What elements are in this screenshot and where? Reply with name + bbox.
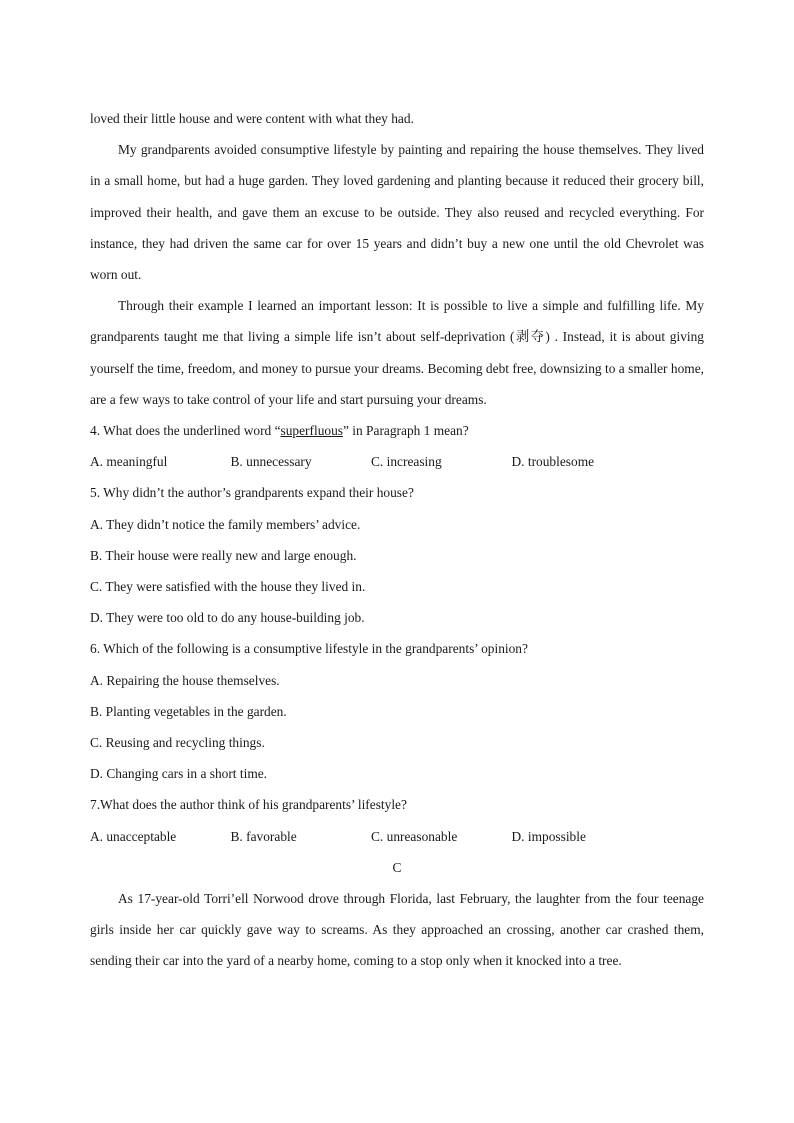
question-6-option-c: C. Reusing and recycling things. bbox=[90, 735, 265, 751]
question-4-prefix: 4. What does the underlined word “ bbox=[90, 423, 281, 439]
paragraph-grandparents-lifestyle: My grandparents avoided consumptive lifestyle by painting and repairing the house themselves. They lived in a small home, but had a huge garden. They loved gardening and planting because it reduced their grocery bill, improved their health, and gave them an excuse to be outside. They also reused and recycled everything. For instance, they had driven the same car for over 15 years and didn’t buy a new one until the old Chevrolet was worn out. bbox=[90, 142, 704, 283]
underlined-word: superfluous bbox=[280, 423, 343, 439]
paragraph-accident: As 17-year-old Torri’ell Norwood drove through Florida, last February, the laughter from the four teenage girls inside her car quickly gave way to screams. As they approached an crossing, another car crashed them, sending their car into the yard of a nearby home, coming to a stop only when it knocked into a tree. bbox=[90, 891, 704, 969]
question-6-option-a: A. Repairing the house themselves. bbox=[90, 672, 280, 688]
option-b: B. unnecessary bbox=[230, 454, 312, 470]
question-5-option-a: A. They didn’t notice the family members’ advice. bbox=[90, 516, 361, 532]
question-6-stem: 6. Which of the following is a consumptive lifestyle in the grandparents’ opinion? bbox=[90, 641, 528, 657]
question-6-option-b: B. Planting vegetables in the garden. bbox=[90, 703, 287, 719]
question-6-option-d: D. Changing cars in a short time. bbox=[90, 766, 268, 782]
question-5-option-b: B. Their house were really new and large enough. bbox=[90, 547, 357, 563]
question-4-stem bbox=[90, 415, 704, 446]
question-4-options bbox=[90, 446, 704, 477]
question-7-stem: 7.What does the author think of his grandparents’ lifestyle? bbox=[90, 797, 407, 813]
option-a: A. unacceptable bbox=[90, 828, 177, 844]
option-c: C. increasing bbox=[371, 454, 442, 470]
question-5-option-c: C. They were satisfied with the house they lived in. bbox=[90, 579, 366, 595]
option-c: C. unreasonable bbox=[371, 828, 458, 844]
paragraph-lesson: Through their example I learned an important lesson: It is possible to live a simple and fulfilling life. My grandparents taught me that living a simple life isn’t about self-deprivation (剥夺) . Instead, it is about giving yourself the time, freedom, and money to pursue your dreams. Becoming debt free, downsizing to a smaller home, are a few ways to take control of your life and start pursuing your dreams. bbox=[90, 298, 704, 407]
question-5-option-d: D. They were too old to do any house-building job. bbox=[90, 610, 365, 626]
paragraph-continuation: loved their little house and were content with what they had. bbox=[90, 111, 414, 126]
question-4-suffix: ” in Paragraph 1 mean? bbox=[343, 423, 469, 439]
section-title: C bbox=[392, 859, 402, 875]
question-7-options bbox=[90, 821, 704, 852]
option-a: A. meaningful bbox=[90, 454, 168, 470]
option-d: D. impossible bbox=[511, 828, 586, 844]
document-page bbox=[90, 103, 704, 977]
question-5-stem: 5. Why didn’t the author’s grandparents expand their house? bbox=[90, 485, 414, 501]
option-b: B. favorable bbox=[230, 828, 297, 844]
option-d: D. troublesome bbox=[511, 454, 595, 470]
